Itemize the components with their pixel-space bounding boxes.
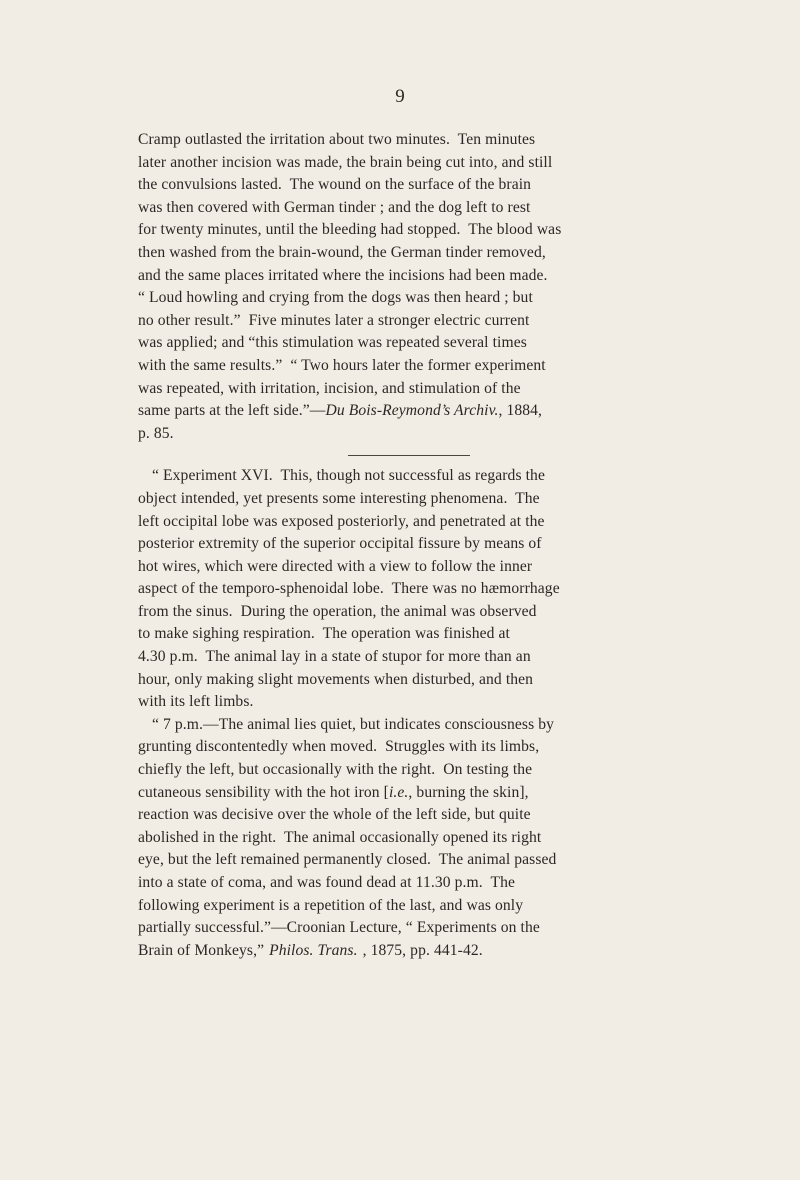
text-line: from the sinus. During the operation, the animal was observed [138,602,537,620]
text-segment: cutaneous sensibility with the hot iron [ [138,783,389,801]
text-line: abolished in the right. The animal occasionally opened its right [138,828,542,846]
italic-abbreviation: i.e. [388,783,409,801]
text-line: “ Loud howling and crying from the dogs was then heard ; but [138,289,533,307]
text-line: left occipital lobe was exposed posteriorly, and penetrated at the [138,512,545,530]
journal-citation: Du Bois-Reymond’s Archiv. [325,402,499,420]
text-line: p. 85. [138,424,174,442]
text-line: hour, only making slight movements when disturbed, and then [138,670,534,688]
text-line: grunting discontentedly when moved. Struggles with its limbs, [138,738,540,756]
text-line: “ 7 p.m.—The animal lies quiet, but indicates consciousness by [152,715,555,733]
text-line: eye, but the left remained permanently closed. The animal passed [138,851,557,869]
text-line: posterior extremity of the superior occipital fissure by means of [138,535,542,553]
text-line: with its left limbs. [138,693,254,711]
text-line: object intended, yet presents some interesting phenomena. The [138,489,540,507]
text-line: with the same results.” “ Two hours later the former experiment [138,356,546,374]
text-line: was applied; and “this stimulation was repeated several times [138,334,527,352]
journal-citation: Philos. Trans. [269,941,358,959]
text-segment: , 1884, [498,402,543,420]
citation-line [138,940,706,963]
text-line: Cramp outlasted the irritation about two minutes. Ten minutes [138,131,536,148]
paragraph-1 [138,129,706,445]
text-line: was repeated, with irritation, incision, and stimulation of the [138,379,521,397]
text-segment: Brain of Monkeys,” [138,941,265,959]
text-segment: same parts at the left side.”— [138,402,326,420]
text-line: for twenty minutes, until the bleeding had stopped. The blood was [138,221,562,239]
text-line: later another incision was made, the brain being cut into, and still [138,153,553,171]
text-line: then washed from the brain-wound, the German tinder removed, [138,243,546,261]
paragraph-3 [138,714,706,963]
text-line: reaction was decisive over the whole of the left side, but quite [138,806,531,824]
text-line: into a state of coma, and was found dead at 11.30 p.m. The [138,874,516,891]
text-line: “ Experiment XVI. This, though not successful as regards the [152,467,545,485]
text-line [138,782,706,805]
text-segment: , burning the skin], [408,783,529,801]
text-line: to make sighing respiration. The operation was finished at [138,625,510,643]
page-number: 9 [395,86,405,107]
text-line: and the same places irritated where the incisions had been made. [138,266,548,284]
text-line: 4.30 p.m. The animal lay in a state of stupor for more than an [138,648,531,666]
text-line: aspect of the temporo-sphenoidal lobe. There was no hæmorrhage [138,580,560,598]
text-line: no other result.” Five minutes later a stronger electric current [138,311,530,329]
paragraph-2 [138,465,706,714]
citation-line [138,400,706,423]
text-line: hot wires, which were directed with a view to follow the inner [138,557,533,575]
text-line: chiefly the left, but occasionally with the right. On testing the [138,761,533,779]
text-line: following experiment is a repetition of the last, and was only [138,896,524,914]
section-divider [138,445,706,465]
text-line: partially successful.”—Croonian Lecture, “ Experiments on the [138,919,540,937]
text-line: was then covered with German tinder ; and the dog left to rest [138,198,531,216]
page-body [138,129,706,962]
text-line: the convulsions lasted. The wound on the surface of the brain [138,176,532,194]
text-segment: , 1875, pp. 441-42. [362,941,483,959]
